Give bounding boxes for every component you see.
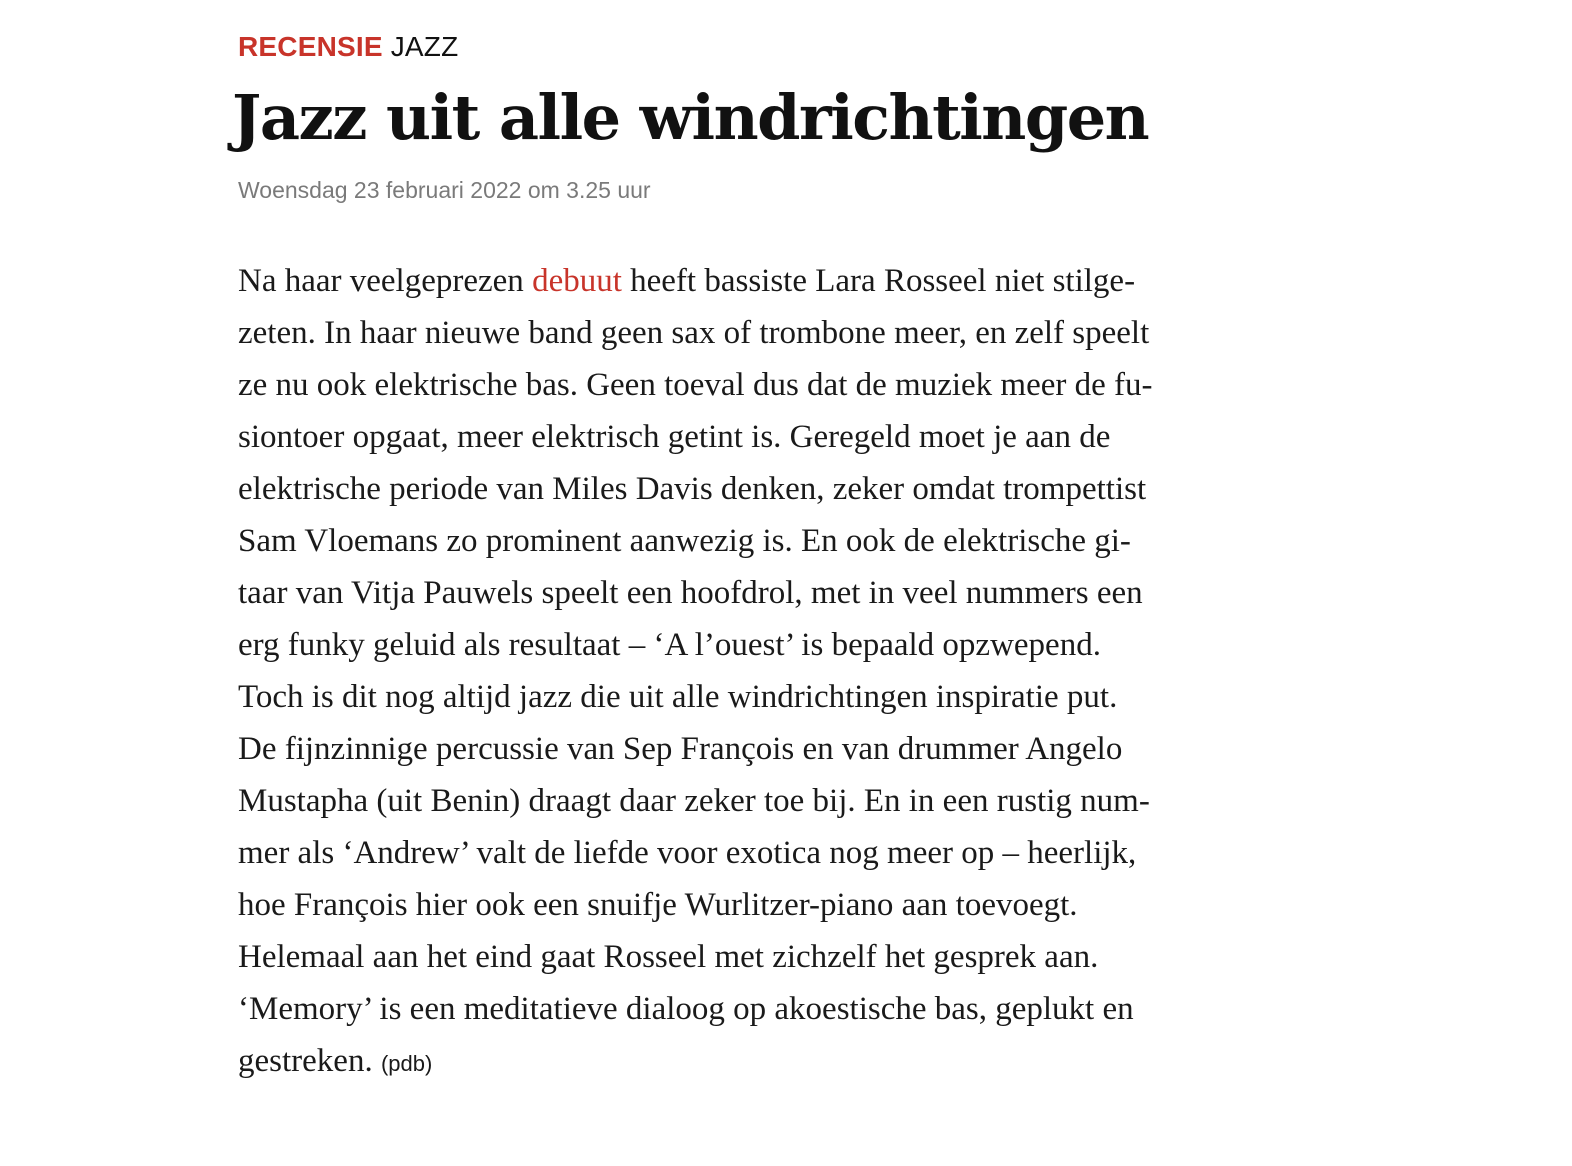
body-line: Sam Vloemans zo prominent aanwezig is. En ook de elektrische gi-: [238, 523, 1131, 559]
section-label: JAZZ: [390, 31, 459, 62]
body-text-segment: gestreken.: [238, 1043, 381, 1079]
body-line: ze nu ook elektrische bas. Geen toeval dus dat de muziek meer de fu-: [238, 367, 1153, 403]
body-line: ‘Memory’ is een meditatieve dialoog op akoestische bas, geplukt en: [238, 991, 1134, 1027]
body-line: [238, 255, 1348, 307]
debut-link[interactable]: debuut: [532, 263, 622, 299]
body-line: zeten. In haar nieuwe band geen sax of trombone meer, en zelf speelt: [238, 315, 1150, 351]
publish-date: Woensdag 23 februari 2022 om 3.25 uur: [238, 177, 651, 203]
body-line: Helemaal aan het eind gaat Rosseel met zichzelf het gesprek aan.: [238, 939, 1099, 975]
body-line: elektrische periode van Miles Davis denken, zeker omdat trompettist: [238, 471, 1147, 507]
body-line: mer als ‘Andrew’ valt de liefde voor exotica nog meer op – heerlijk,: [238, 835, 1137, 871]
body-line: Mustapha (uit Benin) draagt daar zeker toe bij. En in een rustig num-: [238, 783, 1150, 819]
body-line: Toch is dit nog altijd jazz die uit alle windrichtingen inspiratie put.: [238, 679, 1118, 715]
article-body: [238, 255, 1348, 1090]
body-text-segment: Na haar veelgeprezen: [238, 263, 533, 299]
body-line: taar van Vitja Pauwels speelt een hoofdrol, met in veel nummers een: [238, 575, 1143, 611]
body-line: siontoer opgaat, meer elektrisch getint is. Geregeld moet je aan de: [238, 419, 1111, 455]
body-line: [238, 1035, 1348, 1090]
article: [232, 28, 1348, 1090]
review-label: RECENSIE: [238, 31, 383, 62]
article-headline: Jazz uit alle windrichtingen: [232, 81, 1149, 154]
body-line: De fijnzinnige percussie van Sep François en van drummer Angelo: [238, 731, 1123, 767]
body-text-segment: heeft bassiste Lara Rosseel niet stilge-: [621, 263, 1136, 299]
body-line: erg funky geluid als resultaat – ‘A l’ouest’ is bepaald opzwepend.: [238, 627, 1101, 663]
author-initials: (pdb): [380, 1051, 433, 1076]
body-line: hoe François hier ook een snuifje Wurlitzer-piano aan toevoegt.: [238, 887, 1078, 923]
article-kicker: [238, 28, 1348, 66]
